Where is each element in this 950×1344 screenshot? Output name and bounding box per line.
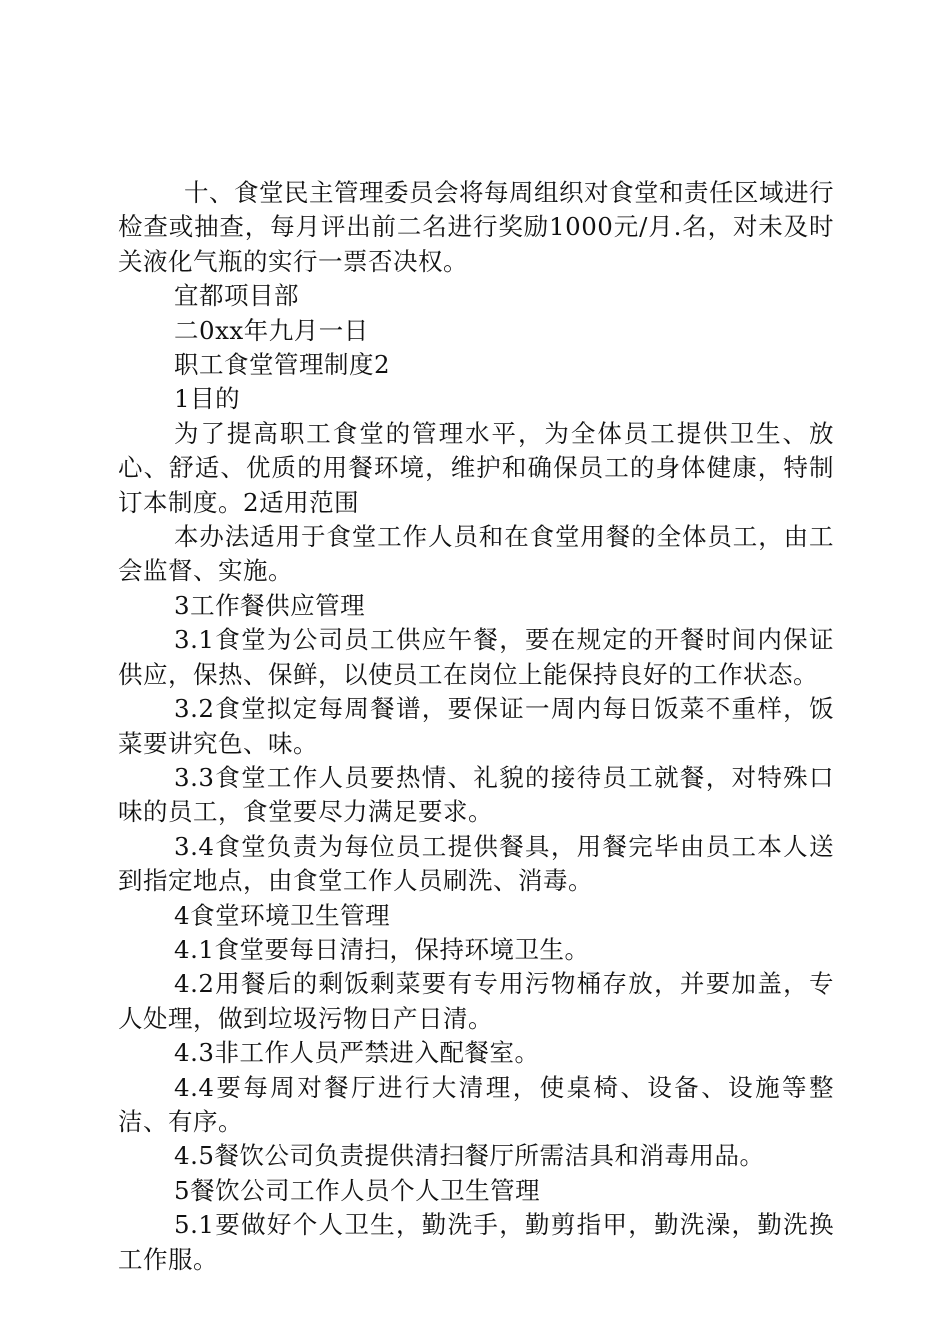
heading-environment-hygiene: 4食堂环境卫生管理 — [174, 900, 391, 930]
paragraph-section-ten: 十、食堂民主管理委员会将每周组织对食堂和责任区域进行检查或抽查，每月评出前二名进行奖励1000元/月.名，对未及时关液化气瓶的实行一票否决权。 — [118, 178, 834, 276]
heading-meal-supply: 3工作餐供应管理 — [174, 590, 366, 620]
paragraph-4-4: 4.4要每周对餐厅进行大清理，使桌椅、设备、设施等整洁、有序。 — [118, 1072, 834, 1136]
heading-purpose: 1目的 — [174, 384, 241, 414]
paragraph-4-2: 4.2用餐后的剩饭剩菜要有专用污物桶存放，并要加盖，专人处理，做到垃圾污物日产日清。 — [118, 969, 834, 1033]
paragraph-signature-date: 二0xx年九月一日 — [174, 315, 369, 345]
paragraph-purpose: 为了提高职工食堂的管理水平，为全体员工提供卫生、放心、舒适、优质的用餐环境，维护和确保员工的身体健康，特制订本制度。2适用范围 — [118, 418, 834, 517]
paragraph-3-1: 3.1食堂为公司员工供应午餐，要在规定的开餐时间内保证供应，保热、保鲜，以使员工在岗位上能保持良好的工作状态。 — [118, 625, 834, 689]
heading-personal-hygiene: 5餐饮公司工作人员个人卫生管理 — [174, 1175, 541, 1205]
paragraph-3-2: 3.2食堂拟定每周餐谱，要保证一周内每日饭菜不重样，饭菜要讲究色、味。 — [118, 694, 834, 758]
document-body — [118, 176, 834, 1277]
paragraph-doc-title: 职工食堂管理制度2 — [174, 350, 391, 380]
paragraph-4-3: 4.3非工作人员严禁进入配餐室。 — [174, 1038, 540, 1068]
paragraph-5-1: 5.1要做好个人卫生，勤洗手，勤剪指甲，勤洗澡，勤洗换工作服。 — [118, 1210, 834, 1274]
paragraph-3-3: 3.3食堂工作人员要热情、礼貌的接待员工就餐，对特殊口味的员工，食堂要尽力满足要求。 — [118, 762, 834, 827]
paragraph-signature-dept: 宜都项目部 — [174, 281, 299, 311]
paragraph-3-4: 3.4食堂负责为每位员工提供餐具，用餐完毕由员工本人送到指定地点，由食堂工作人员刷洗、消毒。 — [118, 831, 834, 896]
paragraph-scope: 本办法适用于食堂工作人员和在食堂用餐的全体员工，由工会监督、实施。 — [118, 522, 834, 586]
paragraph-4-5: 4.5餐饮公司负责提供清扫餐厅所需洁具和消毒用品。 — [174, 1141, 765, 1171]
paragraph-4-1: 4.1食堂要每日清扫，保持环境卫生。 — [174, 934, 590, 964]
